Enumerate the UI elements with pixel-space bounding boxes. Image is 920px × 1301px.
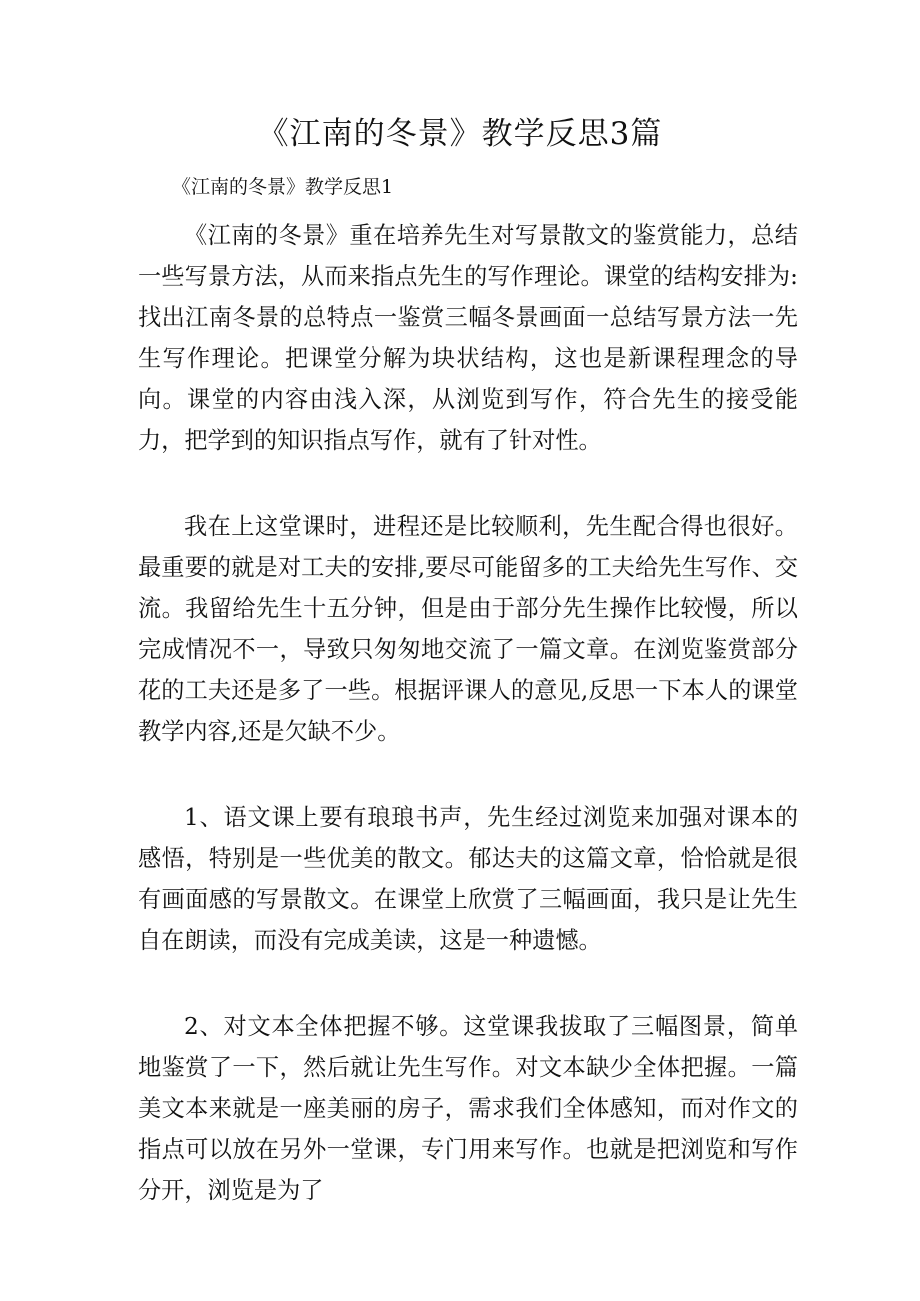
body-paragraph-2: 我在上这堂课时，进程还是比较顺利，先生配合得也很好。最重要的就是对工夫的安排,要尽可能留多的工夫给先生写作、交流。我留给先生十五分钟，但是由于部分先生操作比较慢，所以完成情况不一，导致只匆匆地交流了一篇文章。在浏览鉴赏部分花的工夫还是多了一些。根据评课人的意见,反思一下本人的课堂教学内容,还是欠缺不少。 xyxy=(138,513,798,745)
body-paragraph-1: 《江南的冬景》重在培养先生对写景散文的鉴赏能力，总结一些写景方法，从而来指点先生的写作理论。课堂的结构安排为:找出江南冬景的总特点一鉴赏三幅冬景画面一总结写景方法一先生写作理论。把课堂分解为块状结构，这也是新课程理念的导向。课堂的内容由浅入深，从浏览到写作，符合先生的接受能力，把学到的知识指点写作，就有了针对性。 xyxy=(138,222,798,454)
document-title: 《江南的冬景》教学反思3篇 xyxy=(257,116,663,152)
body-paragraph-4: 2、对文本全体把握不够。这堂课我拔取了三幅图景，简单地鉴赏了一下，然后就让先生写作。对文本缺少全体把握。一篇美文本来就是一座美丽的房子，需求我们全体感知，而对作文的指点可以放在另外一堂课，专门用来写作。也就是把浏览和写作分开，浏览是为了 xyxy=(138,1013,798,1204)
section-subtitle: 《江南的冬景》教学反思1 xyxy=(172,176,394,198)
body-paragraph-3: 1、语文课上要有琅琅书声，先生经过浏览来加强对课本的感悟，特别是一些优美的散文。郁达夫的这篇文章，恰恰就是很有画面感的写景散文。在课堂上欣赏了三幅画面，我只是让先生自在朗读，而没有完成美读，这是一种遗憾。 xyxy=(138,804,798,954)
